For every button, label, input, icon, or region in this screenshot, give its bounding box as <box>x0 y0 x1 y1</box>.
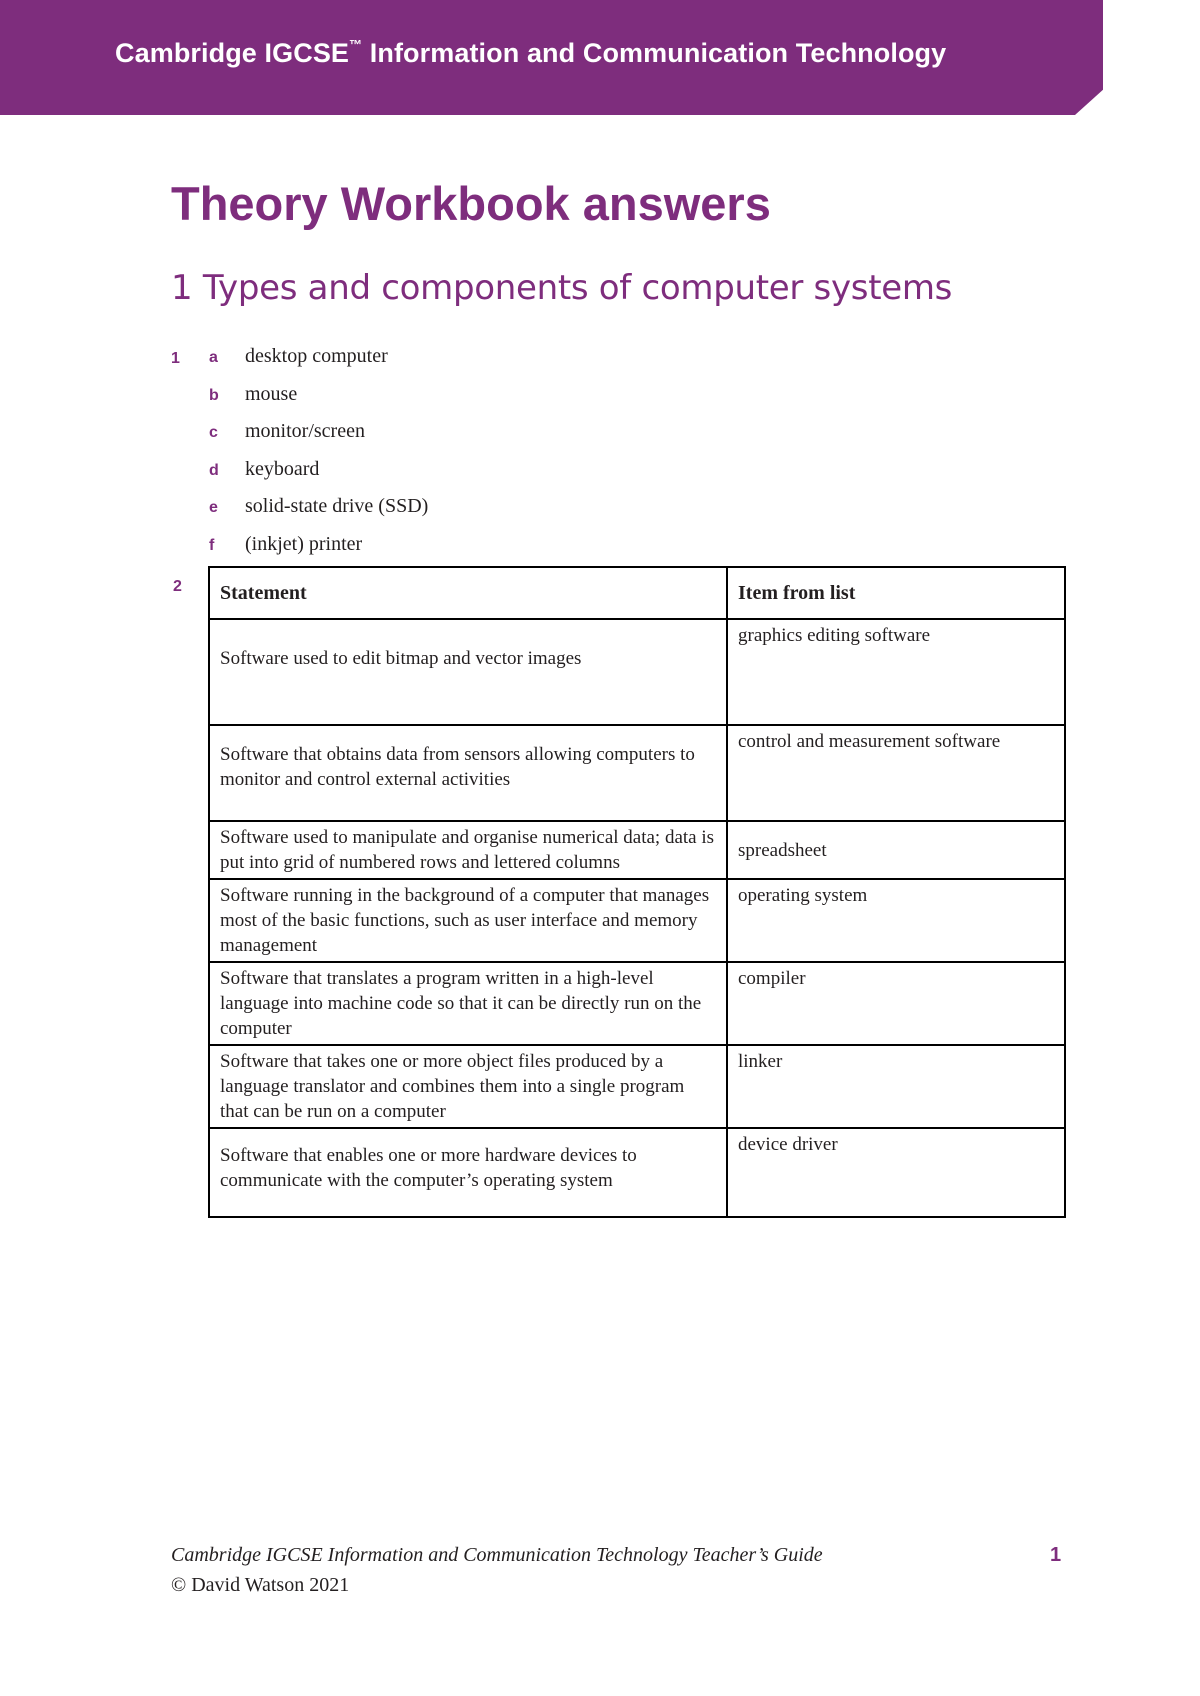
footer-copyright: © David Watson 2021 <box>171 1574 350 1596</box>
answer-text: keyboard <box>245 457 320 480</box>
answer-letter: e <box>209 499 218 517</box>
header-title-prefix: Cambridge IGCSE <box>115 38 350 68</box>
header-title <box>115 38 946 69</box>
page-number: 1 <box>1050 1544 1062 1566</box>
list-item <box>209 420 428 458</box>
section-title: 1 Types and components of computer systems <box>171 268 953 308</box>
table-header-row <box>209 567 1065 619</box>
list-item <box>209 533 428 571</box>
answer-text: desktop computer <box>245 345 388 367</box>
item-cell: linker <box>727 1045 1065 1128</box>
table-row <box>209 1128 1065 1217</box>
item-cell: graphics editing software <box>727 619 1065 725</box>
item-cell: control and measurement software <box>727 725 1065 821</box>
question-2-number: 2 <box>173 578 182 595</box>
answer-text: mouse <box>245 382 298 405</box>
item-cell: compiler <box>727 962 1065 1045</box>
statement-cell: Software used to edit bitmap and vector images <box>209 619 727 725</box>
table-row <box>209 1045 1065 1128</box>
statement-cell: Software used to manipulate and organise numerical data; data is put into grid of numbered rows and lettered columns <box>209 821 727 879</box>
answer-letter: d <box>209 461 219 479</box>
list-item <box>209 345 428 383</box>
list-item <box>209 458 428 496</box>
statement-cell: Software that translates a program written in a high-level language into machine code so that it can be directly run on the computer <box>209 962 727 1045</box>
question-2-table <box>208 566 1066 1218</box>
table-row <box>209 725 1065 821</box>
list-item <box>209 383 428 421</box>
table-row <box>209 619 1065 725</box>
item-cell: spreadsheet <box>727 821 1065 879</box>
answer-letter: c <box>209 424 218 442</box>
answer-letter: a <box>209 349 218 366</box>
item-cell: device driver <box>727 1128 1065 1217</box>
statement-cell: Software that enables one or more hardware devices to communicate with the computer’s operating system <box>209 1128 727 1217</box>
footer-guide-title: Cambridge IGCSE Information and Communication Technology Teacher’s Guide <box>171 1544 823 1566</box>
table-row <box>209 821 1065 879</box>
statement-cell: Software that obtains data from sensors allowing computers to monitor and control external activities <box>209 725 727 821</box>
answer-text: (inkjet) printer <box>245 532 363 555</box>
question-1-number: 1 <box>171 350 180 367</box>
list-item <box>209 495 428 533</box>
column-header-statement: Statement <box>209 567 727 619</box>
statement-cell: Software that takes one or more object files produced by a language translator and combines them into a single program that can be run on a computer <box>209 1045 727 1128</box>
column-header-item: Item from list <box>727 567 1065 619</box>
item-cell: operating system <box>727 879 1065 962</box>
answer-text: solid-state drive (SSD) <box>245 495 429 518</box>
trademark-symbol: ™ <box>349 37 363 52</box>
question-1-answers <box>209 345 428 571</box>
answer-letter: b <box>209 386 219 404</box>
answer-text: monitor/screen <box>245 420 365 443</box>
answer-letter: f <box>209 536 215 554</box>
document-title: Theory Workbook answers <box>171 177 771 230</box>
header-title-suffix: Information and Communication Technology <box>362 38 947 68</box>
table-row <box>209 879 1065 962</box>
statement-cell: Software running in the background of a computer that manages most of the basic functions, such as user interface and memory management <box>209 879 727 962</box>
table-row <box>209 962 1065 1045</box>
